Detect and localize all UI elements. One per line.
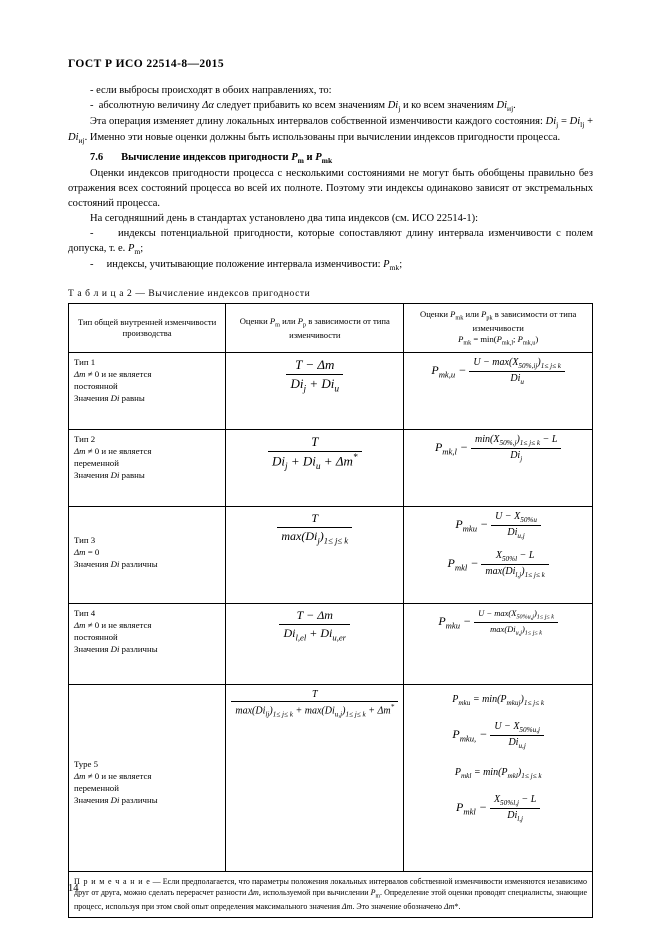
row5-type: Type 5 Δm ≠ 0 и не является переменной Значения Di различны bbox=[69, 685, 226, 872]
header-pm: Оценки $P_m$ или $P_p$ в зависимости от типа изменчивости bbox=[226, 304, 404, 353]
page-header: ГОСТ Р ИСО 22514-8—2015 bbox=[68, 58, 224, 70]
bullet-2: - абсолютную величину Δα следует прибавить ко всем значениям $Di_j$ и ко всем значениям $Di_{иj}$. bbox=[90, 99, 516, 113]
row3-formula-pm: $\frac{T}{\max(Di_j)_{1\le j\le k}}$ bbox=[226, 507, 404, 604]
row3-formula-pmk: $P_{mku}$ − $\frac{U - X_{50\%u}}{Di_{u,j}}$ $P_{mkl}$ − $\frac{X_{50\%l} - L}{\max(Di_{l,j})_{1\le j\le k}}$ bbox=[404, 507, 593, 604]
paragraph-1: Эта операция изменяет длину локальных интервалов собственной изменчивости каждого состояния: $Di_j = Di_{lj} + Di_{иj}$. Именно эти новые оценки должны быть использованы при вычислении индексов пригодности процесса. bbox=[68, 115, 594, 145]
section-heading bbox=[68, 151, 593, 167]
section-number: 7.6 bbox=[90, 152, 104, 164]
paragraph-2: Оценки индексов пригодности процесса с несколькими состояниями не могут быть обобщены правильно без отражения всех состояний процесса во всей их полноте. Поэтому эти индексы одинаково зависят от экстремальных состояний процесса. bbox=[68, 168, 593, 210]
paragraph-5: - индексы, учитывающие положение интервала изменчивости: $P_{mk}$; bbox=[90, 258, 403, 272]
row4-formula-pm: $\frac{T - \Delta m}{Di_{l,el} + Di_{u,er}}$ bbox=[226, 604, 404, 685]
page-number: 14 bbox=[68, 883, 79, 894]
row3-type: Тип 3 Δm = 0 Значения Di различны bbox=[69, 507, 226, 604]
table-caption: Т а б л и ц а 2 — Вычисление индексов пригодности bbox=[68, 289, 311, 300]
row1-formula-pm: $\frac{T - \Delta m}{Di_j + Di_u}$ bbox=[226, 353, 404, 430]
row2-formula-pmk: $P_{mk,l}$ − $\frac{\min(X_{50\%,j})_{1\le j\le k} - L}{Di_j}$ bbox=[404, 430, 593, 507]
table-note-row bbox=[69, 872, 593, 917]
table-note: П р и м е ч а н и е — Если предполагается, что параметры положения локальных интервалов собственной изменчивости изменяются независимо друг от друга, можно сделать перерасчет разности Δm, используемой при вычислении $P_m$. Определение этой оценки проводят специалисты, знающие процесс, используя при этом свой опыт определения максимального значения Δm. Это значение обозначено Δm*. bbox=[69, 872, 593, 917]
paragraph-3: На сегодняшний день в стандартах установлено два типа индексов (см. ИСО 22514-1): bbox=[90, 212, 479, 224]
row2-type: Тип 2 Δm ≠ 0 и не является переменной Значения Di равны bbox=[69, 430, 226, 507]
row4-formula-pmk: $P_{mku}$ − $\frac{U - \max(X_{50\%u,j})_{1\le j\le k}}{\max(Di_{u,j})_{1\le j\le k}}$ bbox=[404, 604, 593, 685]
table-row bbox=[69, 685, 593, 872]
indices-table bbox=[68, 303, 593, 917]
row5-type-label: Type 5 bbox=[74, 759, 99, 770]
header-pmk: Оценки $P_{mk}$ или $P_{pk}$ в зависимости от типа изменчивости $P_{mk} = \min(P_{mk,l}$; $P_{mk,u}$) bbox=[404, 304, 593, 353]
row2-formula-pm: $\frac{T}{Di_j + Di_u + \Delta m^*}$ bbox=[226, 430, 404, 507]
row1-type: Тип 1 Δm ≠ 0 и не является постоянной Значения Di равны bbox=[69, 353, 226, 430]
section-title: Вычисление индексов пригодности $P_m$ и $P_{mk}$ bbox=[121, 152, 333, 166]
row2-type-label: Тип 2 bbox=[74, 434, 96, 445]
paragraph-4: - индексы потенциальной пригодности, которые сопоставляют длину интервала изменчивости с полем допуска, т. е. $P_m$; bbox=[68, 227, 593, 256]
row4-type-label: Тип 4 bbox=[74, 608, 96, 619]
table-row bbox=[69, 604, 593, 685]
bullet-1: - если выбросы происходят в обоих направлениях, то: bbox=[90, 85, 332, 96]
header-type: Тип общей внутренней изменчивости производства bbox=[69, 304, 226, 353]
row5-formula-pmk: $P_{mku} = \min(P_{mkuj})_{1\le j\le k}$ $P_{mku,}$ − $\frac{U - X_{50\%u,j}}{Di_{u,j}}$ $P_{mkl} = \min(P_{mkl})_{1\le j\le k}$ $P_{mkl}$ − $\frac{X_{50\%l,j} - L}{Di_{l,j}}$ bbox=[404, 685, 593, 872]
body-text bbox=[68, 84, 593, 273]
table-row bbox=[69, 507, 593, 604]
row1-type-label: Тип 1 bbox=[74, 357, 96, 368]
row5-formula-pm: $\frac{T}{\max(Di_{lj})_{1\le j\le k} + \max(Di_{u,j})_{1\le j\le k} + \Delta m^*}$ bbox=[226, 685, 404, 872]
table-row bbox=[69, 353, 593, 430]
table-header-row bbox=[69, 304, 593, 353]
table-row bbox=[69, 430, 593, 507]
row1-formula-pmk: $P_{mk,u}$ − $\frac{U - \max(X_{50\%,ij})_{1\le j\le k}}{Di_u}$ bbox=[404, 353, 593, 430]
row3-type-label: Тип 3 bbox=[74, 535, 96, 546]
row4-type: Тип 4 Δm ≠ 0 и не является постоянной Значения Di различны bbox=[69, 604, 226, 685]
